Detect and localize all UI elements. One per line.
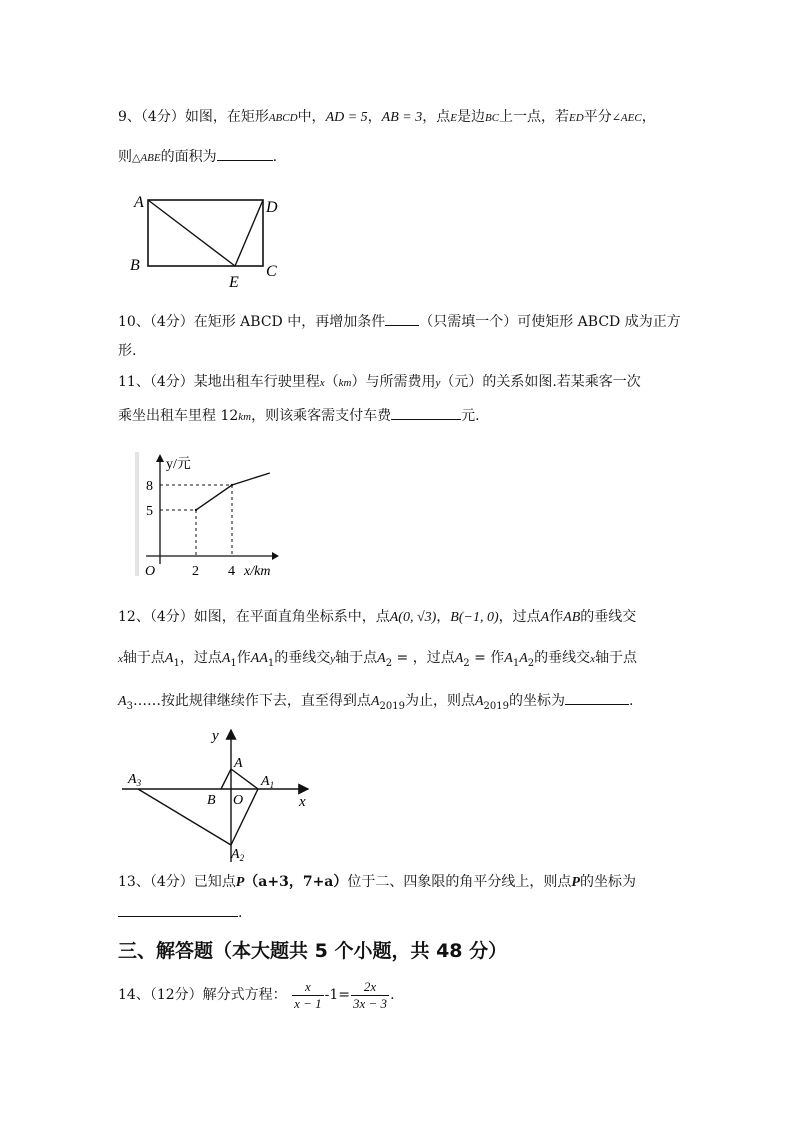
label-C: C [266,263,277,280]
label-E: E [229,274,239,290]
label-A3: $A_3$ [128,772,142,788]
segment-ae [148,200,235,266]
y-tick-5: 5 [146,504,153,519]
q11-line2: 乘坐出租车里程 12km，则该乘客需支付车费 元. [118,405,480,427]
q14-line: 14、（12分）解分式方程： $\frac{x}{x - 1}$ -1= $\frac{2x}{3x - 3}$ . [118,978,395,1011]
q11-line1: 11、（4分）某地出租车行驶里程x（km）与所需费用y（元）的关系如图.若某乘客一次 [118,374,641,390]
answer-blank [391,405,461,420]
q12-line3: $A_3\dots\dots$按此规律继续作下去，直至得到点$A_{2019}$为止，则点$A_{2019}$的坐标为 . [118,690,633,713]
data-point-4 [231,484,233,486]
axis-label-x: x [299,794,306,810]
answer-blank [385,311,419,326]
label-B: B [207,793,216,808]
q12-line1: 12、（4分）如图，在平面直角坐标系中，点A(0, √3)，B(−1, 0)，过点A作AB的垂线交 [118,609,637,625]
section-heading: 三、解答题（本大题共 5 个小题，共 48 分） [118,940,508,962]
label-A: A [134,194,144,211]
segment-b-a-a1 [221,769,258,789]
q13-line1: 13、（4分）已知点P（a+3，7+a）位于二、四象限的角平分线上，则点P的坐标为 [118,874,636,890]
segment-a2-a3 [138,789,231,845]
y-tick-8: 8 [146,479,153,494]
origin-label: O [145,564,156,579]
fraction-right: $\frac{2x}{3x - 3}$ [353,978,388,1011]
answer-blank [565,690,629,705]
q12-line2: x轴于点$A_1$，过点$A_1$作$AA_1$的垂线交y轴于点$A_2$ = ，过点$A_2$ = 作$A_1A_2$的垂线交x轴于点 [118,650,638,669]
y-axis-arrow [156,454,164,462]
photo-edge [135,452,139,576]
data-point-2 [195,509,197,511]
axis-label-y: y/元 [166,457,191,472]
rectangle-abcd [148,200,263,266]
q9-figure [125,190,295,290]
q10-line1: 10、（4分）在矩形 ABCD 中，再增加条件 （只需填一个）可使矩形 ABCD 成为正方 [118,311,681,332]
label-D: D [266,199,278,216]
answer-blank [217,146,273,161]
label-A2: $A_2$ [231,847,245,863]
q13-line2: . [118,902,242,923]
label-A1: $A_1$ [261,774,275,790]
axis-label-y: y [212,728,219,744]
label-O: O [233,793,244,808]
fraction-left: $\frac{x}{x - 1}$ [294,978,322,1011]
q12-figure [118,722,328,866]
answer-blank [118,902,238,917]
label-B: B [130,257,140,274]
fare-line [196,473,270,510]
q9-line1: 9、（4分）如图，在矩形ABCD中，AD = 5，AB = 3，点E是边BC上一点，若ED平分∠AEC， [118,109,656,125]
q11-chart [132,450,292,580]
q9-line2: 则△ABE的面积为 . [118,146,277,168]
axis-label-x: x/km [244,564,271,579]
x-tick-4: 4 [228,564,235,579]
q10-line2: 形. [118,343,137,359]
label-A: A [234,756,243,771]
x-axis-arrow [272,552,279,560]
segment-ed [235,200,263,266]
x-tick-2: 2 [192,564,199,579]
